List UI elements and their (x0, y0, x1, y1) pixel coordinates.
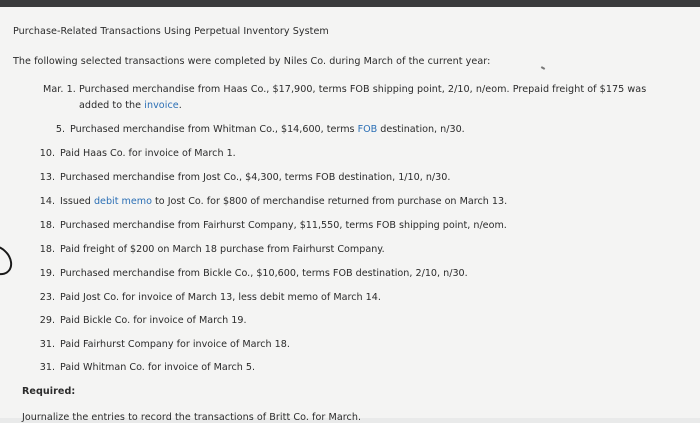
required-label: Required: (22, 386, 76, 397)
debit-memo-link[interactable]: debit memo (93, 196, 152, 207)
transaction-item: 19. Purchased merchandise from Bickle Co., $10,600, terms FOB destination, 2/10, n/30. (39, 268, 468, 279)
transaction-item: 10. Paid Haas Co. for invoice of March 1. (39, 148, 236, 159)
transaction-item: 31. Paid Fairhurst Company for invoice of March 18. (39, 339, 290, 350)
transaction-item: 14. Issued debit memo to Jost Co. for $800 of merchandise returned from purchase on March 13. (39, 196, 508, 207)
page-title: Purchase-Related Transactions Using Perpetual Inventory System (13, 26, 329, 37)
window-top-bar (0, 0, 700, 7)
transaction-item: 31. Paid Whitman Co. for invoice of March 5. (39, 362, 256, 373)
transaction-item: 29. Paid Bickle Co. for invoice of March 19. (39, 315, 247, 326)
document-page (0, 7, 700, 423)
transaction-item: 13. Purchased merchandise from Jost Co., $4,300, terms FOB destination, 1/10, n/30. (39, 172, 451, 183)
transaction-item: 18. Purchased merchandise from Fairhurst Company, $11,550, terms FOB shipping point, n/eom. (39, 220, 507, 231)
intro-text: The following selected transactions were completed by Niles Co. during March of the current year: (13, 56, 491, 67)
transaction-item: 23. Paid Jost Co. for invoice of March 13, less debit memo of March 14. (39, 292, 381, 303)
curved-mark-icon (0, 239, 18, 281)
transaction-item: 18. Paid freight of $200 on March 18 purchase from Fairhurst Company. (39, 244, 385, 255)
instruction-text: Journalize the entries to record the transactions of Britt Co. for March. (22, 412, 362, 423)
transaction-item-continued: added to the invoice. (79, 100, 182, 111)
cursor-mark (541, 66, 545, 70)
fob-link[interactable]: FOB (357, 124, 378, 135)
transaction-item: 5. Purchased merchandise from Whitman Co., $14,600, terms FOB destination, n/30. (55, 124, 465, 135)
month-label: Mar. 1. (43, 84, 76, 95)
invoice-link[interactable]: invoice (144, 100, 179, 111)
transaction-item: Purchased merchandise from Haas Co., $17,900, terms FOB shipping point, 2/10, n/eom. Prepaid freight of $175 was (79, 84, 647, 95)
